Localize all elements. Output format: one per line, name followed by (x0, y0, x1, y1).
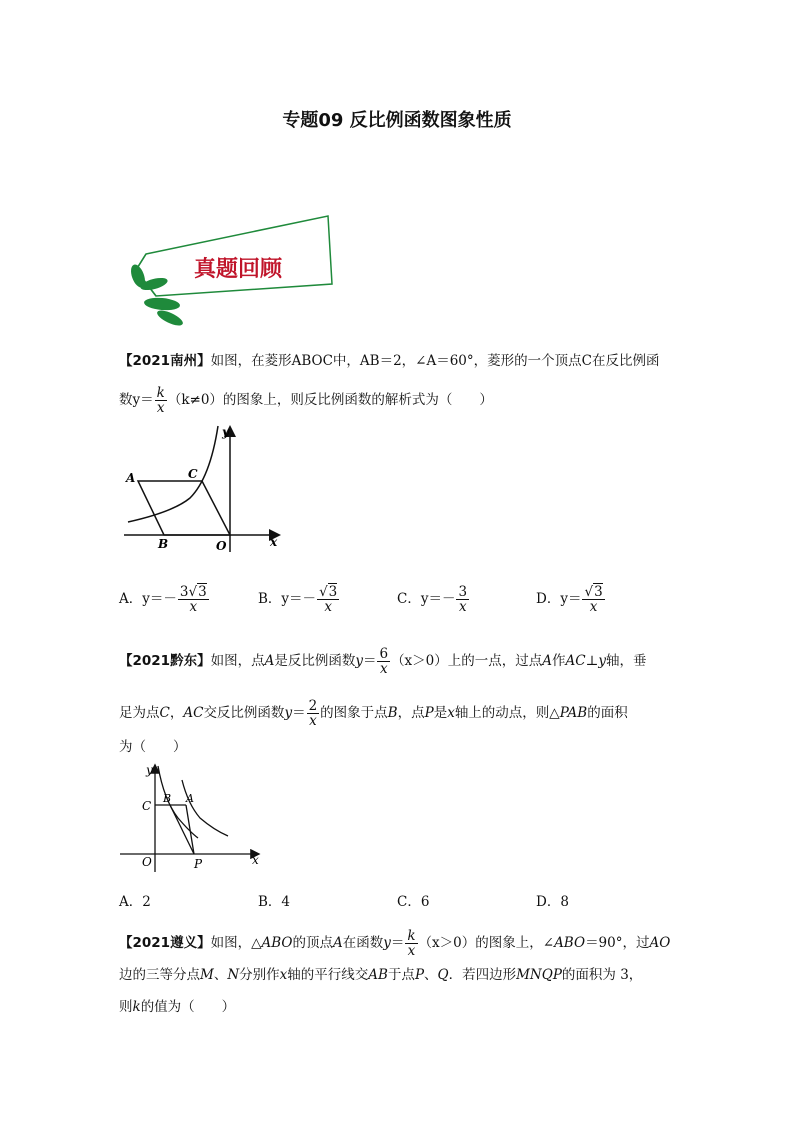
t: 轴上的动点，则△ (454, 705, 560, 721)
label-x: x (270, 535, 278, 549)
q1-text1: 如图，在菱形ABOC中，AB＝2，∠A＝60°，菱形的一个顶点C在反比例函 (210, 353, 660, 369)
q3-frac (405, 929, 417, 958)
radicand: 3 (328, 584, 338, 600)
coef: 3 (179, 584, 189, 600)
label-C: C (142, 799, 152, 813)
t: 的面积为 3， (561, 967, 643, 983)
d: x (379, 661, 388, 677)
q1-text2b: （k≠0）的图象上，则反比例函数的解析式为（ ） (167, 392, 493, 408)
q1-option-a[interactable] (119, 585, 210, 614)
q1-tag: 【2021南州】 (119, 353, 211, 369)
t: ，点 (397, 705, 425, 721)
q3-line3 (119, 997, 235, 1017)
t: （x＞0）上的一点，过点 (391, 653, 543, 669)
t: ．若四边形 (448, 967, 517, 983)
n: 6 (379, 646, 389, 662)
option-letter: C． (397, 591, 421, 607)
q2-frac2 (307, 699, 320, 728)
q2-line2 (119, 699, 628, 728)
section-banner (118, 214, 334, 326)
n: k (407, 928, 416, 944)
label-A: A (186, 792, 194, 805)
option-value: 4 (281, 894, 291, 910)
q1-frac-num: k (156, 385, 165, 401)
t: 轴的平行线交 (287, 967, 369, 983)
q2-option-d[interactable] (536, 892, 569, 912)
radicand: 3 (198, 584, 207, 600)
t: ＝ (292, 705, 306, 721)
option-value: 2 (142, 894, 151, 910)
t: ＝90°，过 (585, 935, 650, 951)
q1-option-c[interactable] (397, 585, 470, 614)
t: M (200, 967, 214, 983)
option-prefix: y＝－ (420, 591, 456, 607)
t: 于点 (387, 967, 415, 983)
q2-option-b[interactable] (258, 892, 290, 912)
t: MNQP (516, 967, 562, 983)
label-O: O (216, 539, 227, 553)
label-A: A (126, 471, 136, 485)
page-title: 专题09 反比例函数图象性质 (282, 110, 512, 131)
q1-frac-den: x (156, 400, 165, 416)
rhombus (138, 481, 230, 535)
t: （x＞0）的图象上，∠ (418, 935, 555, 951)
option-prefix: y＝ (560, 591, 582, 607)
t: 、 (424, 967, 438, 983)
t: 作 (552, 653, 566, 669)
t: 如图，△ (210, 935, 262, 951)
t: P (414, 967, 425, 983)
banner-label: 真题回顾 (194, 257, 283, 282)
q3-line1 (119, 929, 670, 958)
t: 的顶点 (292, 935, 333, 951)
t: C (159, 705, 170, 721)
d: x (309, 713, 317, 729)
option-letter: B． (258, 591, 282, 607)
t: 、 (213, 967, 228, 983)
t: 交反比例函数 (203, 705, 285, 721)
option-fraction: $\frac{3}{x}$ (458, 584, 468, 615)
denominator: x (189, 599, 198, 615)
t: 的值为（ ） (140, 999, 236, 1015)
t: 如图，点 (210, 653, 265, 669)
q2-tag: 【2021黔东】 (119, 653, 211, 669)
option-letter: A． (119, 591, 143, 607)
option-prefix: y＝－ (281, 591, 317, 607)
option-value: 6 (420, 894, 430, 910)
label-x: x (252, 853, 259, 867)
t: 则 (119, 999, 133, 1015)
t: P (424, 705, 434, 721)
t: y (284, 705, 293, 721)
option-prefix: y＝－ (142, 591, 177, 607)
d: x (407, 943, 416, 959)
t: AO (649, 935, 671, 951)
q2-option-c[interactable] (397, 892, 429, 912)
t: 是反比例函数 (274, 653, 356, 669)
t: N (227, 967, 240, 983)
q1-option-b[interactable] (258, 585, 340, 614)
t: AB (368, 967, 388, 983)
q2-line1 (119, 647, 646, 676)
t: ， (169, 705, 184, 721)
label-O: O (142, 855, 152, 869)
label-B: B (158, 537, 169, 551)
t: 分别作 (239, 967, 280, 983)
q1-line1 (119, 351, 659, 371)
q1-fraction (155, 386, 167, 415)
n: 2 (308, 698, 318, 714)
t: ⊥ (585, 653, 599, 669)
t: x (279, 967, 288, 983)
t: PAB (559, 705, 588, 721)
t: y (355, 653, 363, 669)
option-fraction: $\frac{3√3}{x}$ (179, 584, 207, 615)
t: B (387, 705, 398, 721)
denominator: x (589, 599, 598, 615)
label-C: C (188, 467, 198, 481)
t: y (598, 653, 606, 669)
t: A (542, 653, 553, 669)
q2-line3: 为（ ） (119, 739, 187, 755)
t: AC (183, 705, 204, 721)
t: ＝ (390, 935, 405, 951)
t: 是 (433, 705, 448, 721)
option-letter: C． (397, 894, 421, 910)
label-y: y (146, 763, 153, 777)
denominator: x (324, 599, 332, 615)
q2-frac1 (377, 647, 390, 676)
label-P: P (194, 857, 203, 871)
option-letter: A． (119, 894, 143, 910)
q2-option-a[interactable] (119, 892, 151, 912)
option-letter: B． (258, 894, 282, 910)
t: A (264, 653, 275, 669)
t: 轴，垂 (605, 653, 647, 669)
t: y (383, 935, 391, 951)
q3-tag: 【2021遵义】 (119, 935, 211, 951)
q3-line2 (119, 965, 642, 985)
q1-figure (118, 422, 288, 558)
radicand: 3 (594, 584, 603, 600)
t: 在函数 (342, 935, 384, 951)
label-y: y (222, 425, 229, 439)
denominator: x (458, 599, 467, 615)
q1-text2a: 数y＝ (119, 392, 154, 408)
option-letter: D． (536, 591, 561, 607)
t: A (332, 935, 343, 951)
t: 足为点 (119, 705, 160, 721)
t: 边的三等分点 (119, 967, 200, 983)
q1-line2 (119, 386, 493, 415)
t: x (447, 705, 455, 721)
q1-option-d[interactable] (536, 585, 606, 614)
q2-figure (118, 760, 268, 875)
t: ＝ (362, 653, 377, 669)
t: 的面积 (587, 705, 628, 721)
option-fraction: $\frac{√3}{x}$ (319, 584, 338, 615)
curve-6x (182, 780, 228, 836)
label-B: B (163, 792, 172, 805)
option-value: 8 (560, 894, 569, 910)
option-letter: D． (536, 894, 561, 910)
option-fraction: $\frac{√3}{x}$ (584, 584, 603, 615)
t: ABO (554, 935, 586, 951)
t: ABO (261, 935, 293, 951)
t: k (132, 999, 141, 1015)
hyperbola (128, 426, 218, 522)
t: 的图象于点 (320, 705, 388, 721)
t: Q (437, 967, 449, 983)
t: AC (565, 653, 586, 669)
